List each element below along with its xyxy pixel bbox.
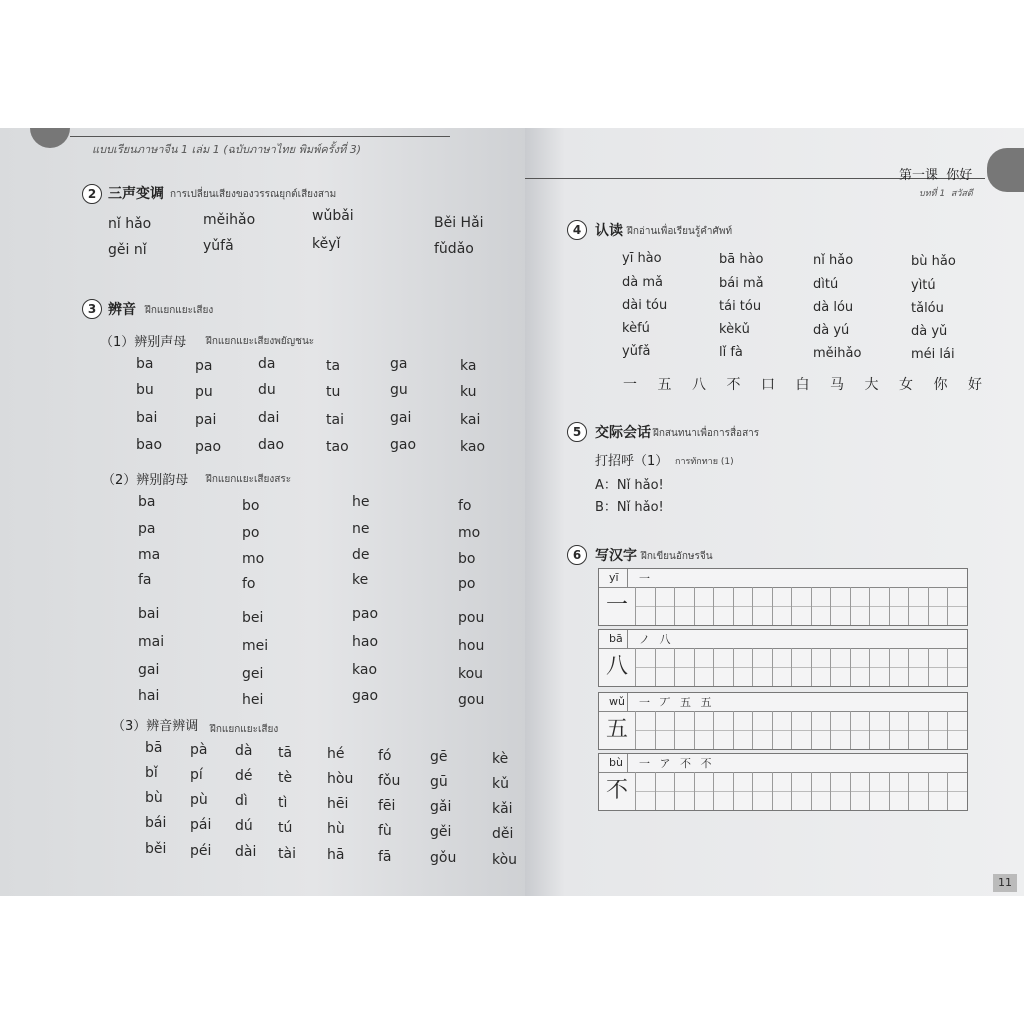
syllable: pa — [195, 358, 213, 374]
dialogue-title: 打招呼（1） — [595, 454, 669, 469]
reading-char: 五 — [657, 377, 672, 393]
syllable: pao — [352, 606, 379, 622]
syllable: tā — [278, 744, 293, 761]
syllable: pái — [190, 816, 212, 833]
right-page — [525, 128, 1024, 896]
syllable: bai — [136, 410, 158, 426]
left-header-text: แบบเรียนภาษาจีน 1 เล่ม 1 (ฉบับภาษาไทย พิมพ์ครั้งที่ 3) — [92, 143, 362, 156]
practice-cell — [772, 587, 792, 625]
practice-cell — [928, 711, 948, 749]
practice-cell — [713, 587, 733, 625]
sub3-label: （3）辨音辨调 — [112, 719, 199, 734]
practice-cell — [830, 648, 850, 686]
section-6-thai: ฝึกเขียนอักษรจีน — [641, 551, 713, 562]
sec2-item: kěyǐ — [312, 236, 341, 252]
practice-cell — [791, 648, 811, 686]
reading-char: 大 — [864, 377, 879, 393]
strip-divider — [627, 569, 628, 587]
reading-word: bù hǎo — [911, 254, 956, 269]
dialogue-line-a: A：Nǐ hǎo! — [595, 478, 664, 493]
syllable: pao — [195, 439, 222, 455]
syllable: tú — [278, 819, 293, 836]
syllable: bei — [242, 610, 264, 626]
syllable: gei — [242, 666, 264, 682]
book-logo — [30, 128, 70, 148]
practice-cell — [889, 648, 909, 686]
reading-word: dà mǎ — [622, 275, 663, 290]
stroke-order: 一 — [639, 572, 653, 585]
practice-cell — [811, 711, 831, 749]
practice-cell — [850, 587, 870, 625]
practice-cell — [869, 587, 889, 625]
syllable: bái — [145, 815, 167, 831]
reading-word: kèkǔ — [719, 322, 750, 337]
syllable: ke — [352, 572, 369, 588]
practice-cell — [830, 772, 850, 810]
sec2-item: wǔbǎi — [312, 208, 354, 224]
syllable: dao — [258, 437, 285, 453]
syllable: dú — [235, 818, 253, 834]
practice-cell — [655, 772, 675, 810]
section-3-number: 3 — [82, 299, 102, 319]
reading-char: 女 — [899, 377, 913, 393]
writing-row — [598, 568, 968, 626]
section-6-number: 6 — [567, 545, 587, 565]
syllable: pai — [195, 412, 217, 428]
syllable: tài — [278, 845, 296, 862]
practice-cell — [713, 711, 733, 749]
syllable: hā — [327, 847, 345, 863]
practice-cell — [752, 711, 772, 749]
reading-word: yī hào — [622, 251, 662, 266]
syllable: pù — [190, 791, 208, 808]
section-4-title: 认读 — [595, 223, 623, 239]
reading-word: kèfú — [622, 321, 650, 336]
syllable: mo — [242, 551, 265, 567]
syllable: pà — [190, 741, 208, 758]
syllable: gěi — [430, 824, 452, 840]
syllable: hēi — [327, 796, 349, 812]
syllable: kǎi — [492, 800, 513, 817]
syllable: bù — [145, 790, 163, 806]
practice-cell — [752, 648, 772, 686]
reading-word: yǔfǎ — [622, 344, 651, 359]
reading-word: bái mǎ — [719, 276, 764, 291]
practice-cell — [850, 648, 870, 686]
syllable: gū — [430, 774, 448, 790]
practice-cell — [635, 711, 655, 749]
syllable: gao — [352, 688, 379, 704]
sub1-thai: ฝึกแยกแยะเสียงพยัญชนะ — [206, 336, 315, 347]
sec2-item: yǔfǎ — [203, 238, 234, 254]
reading-char: 一 — [623, 377, 637, 393]
syllable: bo — [458, 551, 476, 567]
practice-cell — [674, 587, 694, 625]
strip-divider — [627, 693, 628, 711]
left-page — [0, 128, 525, 896]
practice-cell — [655, 587, 675, 625]
reading-char: 不 — [726, 377, 741, 393]
syllable: dà — [235, 743, 253, 759]
syllable: tu — [326, 384, 341, 400]
syllable: kòu — [492, 851, 518, 868]
syllable: kao — [460, 439, 486, 455]
model-character: 八 — [599, 648, 636, 686]
syllable: hei — [242, 692, 264, 708]
syllable: gai — [390, 410, 412, 426]
syllable: po — [242, 525, 260, 541]
practice-cell — [811, 648, 831, 686]
practice-cell — [655, 711, 675, 749]
syllable: he — [352, 494, 370, 510]
syllable: tì — [278, 794, 288, 811]
practice-cell — [733, 772, 753, 810]
syllable: bai — [138, 606, 160, 622]
practice-cell — [674, 648, 694, 686]
syllable: hù — [327, 821, 345, 837]
syllable: hòu — [327, 771, 354, 787]
syllable: kè — [492, 750, 509, 767]
practice-cell — [869, 772, 889, 810]
practice-cell — [850, 711, 870, 749]
syllable: pu — [195, 384, 213, 400]
section-2-thai: การเปลี่ยนเสียงของวรรณยุกต์เสียงสาม — [170, 189, 337, 200]
section-3-title: 辨音 — [108, 302, 136, 318]
syllable: fā — [378, 848, 392, 865]
sub2-thai: ฝึกแยกแยะเสียงสระ — [206, 474, 292, 485]
practice-cell — [908, 648, 928, 686]
syllable: hé — [327, 746, 345, 762]
syllable: fǒu — [378, 772, 401, 789]
syllable: pou — [458, 610, 485, 626]
practice-cell — [635, 772, 655, 810]
writing-pinyin: bā — [609, 632, 623, 645]
practice-cell — [830, 711, 850, 749]
syllable: bā — [145, 740, 163, 756]
sec2-item: gěi nǐ — [108, 242, 147, 258]
practice-cell — [928, 772, 948, 810]
sub2-label: （2）辨别韵母 — [102, 473, 189, 488]
practice-cell — [908, 772, 928, 810]
syllable: ku — [460, 384, 477, 400]
practice-cell — [772, 772, 792, 810]
writing-pinyin: wǔ — [609, 695, 625, 708]
practice-cell — [752, 772, 772, 810]
syllable: ma — [138, 547, 161, 563]
sub3-thai: ฝึกแยกแยะเสียง — [210, 724, 279, 735]
sec2-item: nǐ hǎo — [108, 216, 152, 232]
stroke-order: 一 丆 五 五 — [639, 696, 715, 709]
section-5-title: 交际会话 — [595, 425, 651, 441]
practice-cell — [947, 772, 967, 810]
reading-char: 好 — [968, 377, 982, 393]
practice-cell — [889, 711, 909, 749]
practice-cell — [733, 711, 753, 749]
syllable: bu — [136, 382, 154, 398]
syllable: bao — [136, 437, 163, 453]
practice-cell — [947, 711, 967, 749]
writing-row — [598, 753, 968, 811]
reading-word: yìtú — [911, 278, 936, 293]
practice-cell — [850, 772, 870, 810]
syllable: tè — [278, 769, 293, 786]
strip-divider — [627, 630, 628, 648]
practice-cell — [947, 587, 967, 625]
section-5-thai: ฝึกสนทนาเพื่อการสื่อสาร — [653, 428, 760, 439]
syllable: ba — [138, 494, 156, 510]
syllable: tao — [326, 439, 349, 455]
practice-cell — [908, 711, 928, 749]
section-3-thai: ฝึกแยกแยะเสียง — [145, 305, 214, 316]
lesson-thai: บทที่ 1 สวัสดี — [919, 189, 973, 199]
practice-cell — [674, 772, 694, 810]
syllable: gu — [390, 382, 408, 398]
syllable: de — [352, 547, 370, 563]
section-2-title: 三声变调 — [108, 186, 164, 202]
writing-row — [598, 629, 968, 687]
syllable: hou — [458, 638, 485, 654]
syllable: kǔ — [492, 775, 509, 792]
syllable: kou — [458, 666, 484, 682]
reading-word: dài tóu — [622, 298, 668, 313]
syllable: hao — [352, 634, 379, 650]
syllable: pí — [190, 766, 203, 783]
practice-cell — [694, 648, 714, 686]
reading-char: 你 — [933, 377, 948, 393]
syllable: běi — [145, 841, 167, 857]
page-number-box: 11 — [993, 874, 1017, 892]
practice-cell — [928, 587, 948, 625]
syllable: fù — [378, 822, 392, 839]
syllable: du — [258, 382, 276, 398]
syllable: péi — [190, 842, 212, 859]
stroke-order-strip — [599, 569, 967, 588]
reading-char: 八 — [692, 377, 706, 393]
practice-cell — [694, 772, 714, 810]
syllable: děi — [492, 825, 514, 842]
section-4-thai: ฝึกอ่านเพื่อเรียนรู้คำศัพท์ — [627, 226, 733, 237]
syllable: bo — [242, 498, 260, 514]
practice-cell — [869, 711, 889, 749]
practice-cell — [635, 587, 655, 625]
syllable: dai — [258, 410, 280, 426]
practice-cell — [674, 711, 694, 749]
practice-cell — [791, 711, 811, 749]
practice-cell — [830, 587, 850, 625]
section-6-title: 写汉字 — [595, 548, 637, 564]
header-rule — [70, 136, 450, 137]
practice-cell — [752, 587, 772, 625]
reading-char: 马 — [830, 377, 844, 393]
syllable: bǐ — [145, 765, 158, 781]
practice-cell — [713, 772, 733, 810]
practice-cell — [889, 587, 909, 625]
practice-cell — [694, 711, 714, 749]
practice-cell — [655, 648, 675, 686]
syllable: fēi — [378, 797, 396, 814]
practice-cell — [947, 648, 967, 686]
syllable: gǒu — [430, 850, 457, 866]
syllable: gou — [458, 692, 485, 708]
strip-divider — [627, 754, 628, 772]
reading-word: dà yú — [813, 323, 850, 338]
reading-word: dìtú — [813, 277, 839, 292]
syllable: ga — [390, 356, 408, 372]
writing-pinyin: yī — [609, 571, 619, 584]
section-4-number: 4 — [567, 220, 587, 240]
reading-char: 口 — [761, 377, 775, 393]
practice-cell — [713, 648, 733, 686]
reading-word: nǐ hǎo — [813, 253, 854, 268]
section-2-number: 2 — [82, 184, 102, 204]
syllable: fo — [458, 498, 472, 514]
syllable: mo — [458, 525, 481, 541]
reading-word: tǎlóu — [911, 301, 944, 316]
syllable: mai — [138, 634, 165, 650]
syllable: mei — [242, 638, 269, 654]
practice-cell — [635, 648, 655, 686]
syllable: hai — [138, 688, 160, 704]
syllable: ne — [352, 521, 370, 537]
syllable: kao — [352, 662, 378, 678]
syllable: ka — [460, 358, 477, 374]
reading-word: bā hào — [719, 252, 764, 267]
syllable: pa — [138, 521, 156, 537]
syllable: fa — [138, 572, 152, 588]
practice-cell — [772, 711, 792, 749]
syllable: fó — [378, 747, 392, 764]
syllable: kai — [460, 412, 481, 428]
model-character: 五 — [599, 711, 636, 749]
practice-cell — [733, 648, 753, 686]
reading-word: dà yǔ — [911, 324, 948, 339]
book-logo — [987, 148, 1024, 192]
syllable: ba — [136, 356, 154, 372]
sec2-item: měihǎo — [203, 212, 256, 228]
stroke-order: 一 ア 不 不 — [639, 757, 715, 770]
syllable: gē — [430, 749, 448, 765]
practice-cell — [889, 772, 909, 810]
practice-cell — [791, 772, 811, 810]
syllable: fo — [242, 576, 256, 592]
reading-word: méi lái — [911, 347, 955, 362]
practice-cell — [811, 772, 831, 810]
section-5-number: 5 — [567, 422, 587, 442]
syllable: dì — [235, 793, 248, 809]
syllable: ta — [326, 358, 341, 374]
practice-cell — [908, 587, 928, 625]
reading-word: dà lóu — [813, 300, 854, 315]
practice-cell — [733, 587, 753, 625]
reading-word: tái tóu — [719, 299, 762, 314]
syllable: tai — [326, 412, 344, 428]
reading-word: lǐ fà — [719, 345, 743, 360]
reading-word: měihǎo — [813, 346, 862, 361]
syllable: gai — [138, 662, 160, 678]
practice-cell — [694, 587, 714, 625]
writing-row — [598, 692, 968, 750]
writing-pinyin: bù — [609, 756, 623, 769]
practice-cell — [928, 648, 948, 686]
syllable: gao — [390, 437, 417, 453]
practice-cell — [772, 648, 792, 686]
sub1-label: （1）辨别声母 — [100, 335, 187, 350]
syllable: da — [258, 356, 276, 372]
syllable: po — [458, 576, 476, 592]
dialogue-thai: การทักทาย (1) — [675, 457, 734, 467]
lesson-title: 第一课 你好 — [899, 168, 973, 183]
model-character: 一 — [599, 587, 636, 625]
practice-cell — [869, 648, 889, 686]
stroke-order: ノ 八 — [639, 633, 674, 646]
syllable: gǎi — [430, 799, 452, 815]
syllable: dé — [235, 768, 253, 784]
sec2-item: fǔdǎo — [434, 241, 474, 257]
sec2-item: Běi Hǎi — [434, 215, 484, 231]
practice-cell — [811, 587, 831, 625]
model-character: 不 — [599, 772, 636, 810]
syllable: dài — [235, 844, 257, 860]
practice-cell — [791, 587, 811, 625]
dialogue-line-b: B：Nǐ hǎo! — [595, 500, 664, 515]
reading-char: 白 — [795, 377, 810, 393]
